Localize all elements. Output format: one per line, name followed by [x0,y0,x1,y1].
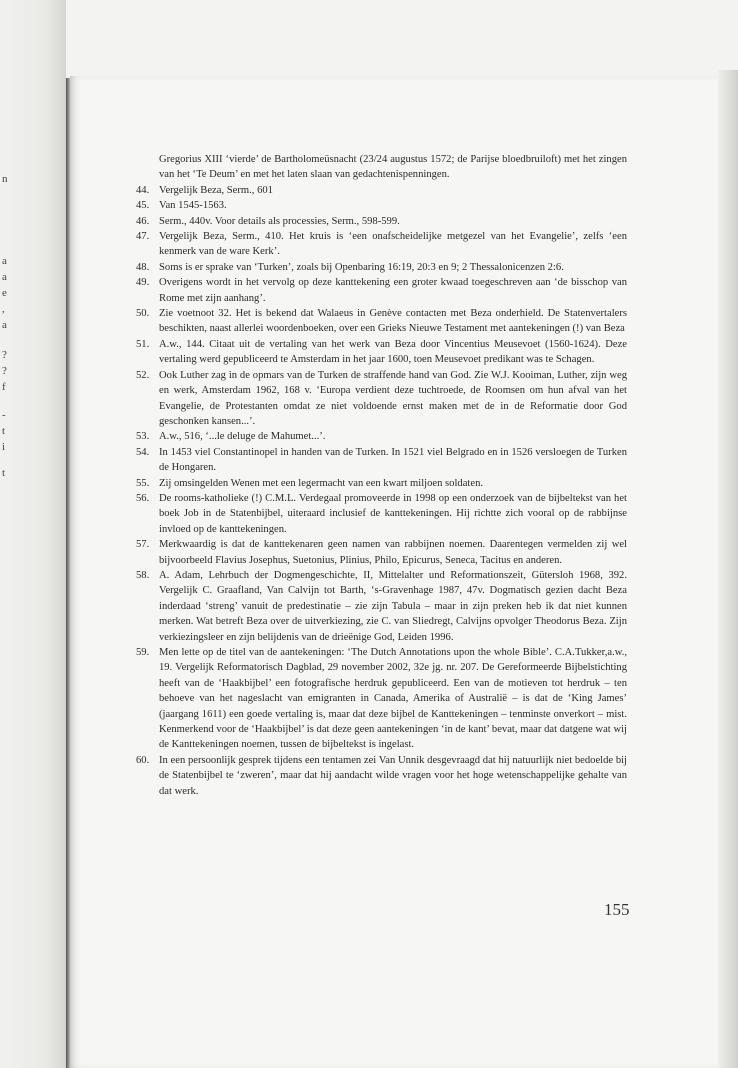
margin-letter: ? [2,349,7,361]
margin-letter: - [2,409,6,421]
endnote-number: 47. [136,231,150,243]
endnote-59 [137,645,627,753]
endnote-54 [137,445,627,476]
endnote-47 [137,229,627,260]
endnote-text: Merkwaardig is dat de kanttekenaren geen namen van rabbijnen noemen. Daarentegen vermelden zij wel bijvoorbeeld Flavius Josephus, Suetonius, Plinius, Philo, Epicurus, Seneca, Tacitus en anderen. [159,539,627,566]
endnote-number: 56. [136,492,150,504]
endnote-text: De rooms-katholieke (!) C.M.L. Verdegaal promoveerde in 1998 op een onderzoek van de bijbeltekst van het boek Job in de Statenbijbel, uiteraard inclusief de kanttekeningen. Hij richtte zich vooral op de rabbijnse invloed op de kanttekeningen. [159,492,627,535]
endnote-55 [137,476,627,491]
endnote-text: Men lette op de titel van de aantekeningen: ‘The Dutch Annotations upon the whole Bible’. C.A.Tukker,a.w., 19. Vergelijk Reformatorisch Dagblad, 29 november 2002, 32e jg. nr. 207. De Gereformeerde Bijbelstichting heeft van de ‘Haakbijbel’ een fotografische herdruk gepubliceerd. Een van de motieven tot herdruk – ten behoeve van het nageslacht van emigranten in Canada, Amerika of Australië – is dat de ‘King James’ (jaargang 1611) een goede vertaling is, maar dat deze bijbel de Kanttekeningen – tenminste onverkort – mist. Kenmerkend voor de ‘Haakbijbel’ is dat deze geen aantekeningen ‘in de kant’ bevat, maar dat datgene wat wij de Kanttekeningen noemen, tussen de bijbeltekst is ingelast. [159,647,627,751]
endnote-number: 57. [136,539,150,551]
endnote-text: In 1453 viel Constantinopel in handen van de Turken. In 1521 viel Belgrado en in 1526 versloegen de Turken de Hongaren. [159,446,627,474]
endnote-text: Van 1545-1563. [159,200,227,212]
endnote-57 [137,537,627,568]
page-number: 155 [604,900,630,919]
endnote-text: Serm., 440v. Voor details als processies, Serm., 598-599. [159,215,400,227]
endnote-text: A. Adam, Lehrbuch der Dogmengeschichte, II, Mittelalter und Reformationszeit, Gütersloh 1968, 392. Vergelijk C. Graafland, Van Calvijn tot Barth, ‘s-Gravenhage 1987, 47v. Dogmatisch gezien dacht Beza inderdaad ‘streng’ vanuit de predestinatie – zie zijn Tabula – maar in zijn preken heb ik dat niet kunnen merken. Wat betreft Beza over de uitverkiezing, zie C. van Sliedregt, Calvijns opvolger Theodorus Beza. Zijn verkiezingsleer en zijn belijdenis van de drieënige God, Leiden 1996. [159,569,627,643]
endnote-text: Ook Luther zag in de opmars van de Turken de straffende hand van God. Zie W.J. Kooiman, Luther, zijn weg en werk, Amsterdam 1962, 168 v. ‘Europa verdient deze tuchtroede, de Roomsen om hun afval van het Evangelie, de Protestanten omdat ze niet voldoende ernst maken met de in de Reformatie door God geschonken kansen...’. [159,369,627,427]
endnote-number: 44. [136,184,150,196]
endnote-text: In een persoonlijk gesprek tijdens een tentamen zei Van Unnik desgevraagd dat hij natuurlijk niet bedoelde bij de Statenbijbel te ‘zweren’, maar dat hij aandacht wilde vragen voor het hoge wetenschappelijke gehalte van dat werk. [159,754,627,797]
margin-letter: e [2,287,7,299]
margin-letter: , [2,303,5,315]
endnote-number: 58. [136,569,150,581]
endnote-53 [137,429,627,444]
margin-letter: f [2,381,6,393]
endnote-number: 59. [136,647,150,658]
endnote-46 [137,214,627,229]
endnote-44 [137,183,627,198]
endnote-number: 46. [136,215,150,227]
margin-letter: ? [2,365,7,377]
margin-letter: i [2,441,6,453]
facing-page [0,0,66,1068]
endnote-text: Zij omsingelden Wenen met een legermacht van een kwart miljoen soldaten. [159,477,484,489]
endnote-text: Vergelijk Beza, Serm., 601 [159,184,273,196]
page-edge [718,70,738,1068]
endnote-text: A.w., 144. Citaat uit de vertaling van het werk van Beza door Vincentius Meusevoet (1560-1624). Deze vertaling werd gepubliceerd te Amsterdam in het jaar 1600, toen Meusevoet predikant was te Schagen. [159,338,627,366]
endnote-number: 48. [136,261,150,273]
endnote-text: Zie voetnoot 32. Het is bekend dat Walaeus in Genève contacten met Beza onderhield. De Statenvertalers beschikten, naast allerlei woordenboeken, over een Grieks Nieuwe Testament met aantekeningen (!) van Beza [159,308,627,335]
endnote-56 [137,491,627,537]
margin-letter: t [2,467,6,479]
endnote-58 [137,568,627,645]
margin-letter: a [2,271,7,283]
endnote-text: Vergelijk Beza, Serm., 410. Het kruis is ‘een onafscheidelijke metgezel van het Evangelie’, zelfs ‘een kenmerk van de ware Kerk’. [159,231,627,258]
endnote-number: 55. [136,477,150,489]
endnote-number: 49. [136,277,150,289]
endnote-52 [137,368,627,430]
margin-letter: a [2,255,7,267]
endnote-number: 52. [136,369,150,381]
endnote-60 [137,753,627,799]
endnote-51 [137,337,627,368]
endnote-continuation [137,152,627,183]
endnote-text: Soms is er sprake van ‘Turken’, zoals bij Openbaring 16:19, 20:3 en 9; 2 Thessalonicenzen 2:6. [159,261,564,273]
margin-letter: t [2,425,6,437]
endnote-number: 54. [136,446,150,458]
endnote-number: 51. [136,338,150,350]
endnote-number: 50. [136,308,150,320]
endnote-50 [137,306,627,337]
margin-letter: a [2,319,7,331]
endnote-text: Gregorius XIII ‘vierde’ de Bartholomeüsnacht (23/24 augustus 1572; de Parijse bloedbruiloft) met het zingen van het ‘Te Deum’ en met het laten slaan van gedachtenispenningen. [159,154,627,181]
margin-letter: n [2,173,8,185]
endnote-45 [137,198,627,213]
endnote-number: 53. [136,431,150,443]
endnote-number: 60. [136,754,150,766]
endnotes-list [137,152,627,799]
endnote-48 [137,260,627,275]
endnote-text: Overigens wordt in het vervolg op deze kanttekening een groter kwaad toegeschreven aan ‘de bisschop van Rome met zijn aanhang’. [159,277,627,304]
endnote-number: 45. [136,200,150,212]
endnote-49 [137,275,627,306]
endnote-text: A.w., 516, ‘...le deluge de Mahumet...’. [159,431,326,443]
